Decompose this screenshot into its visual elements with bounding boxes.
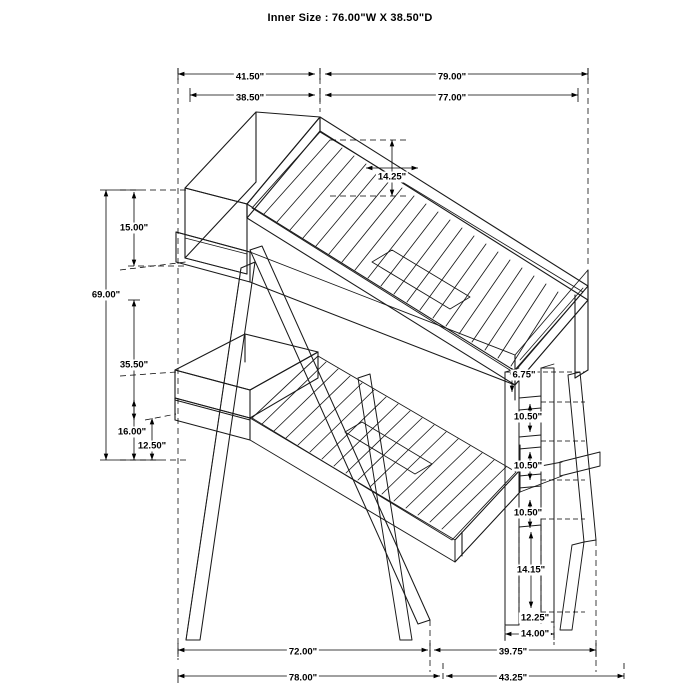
dim-top-outer-right: 79.00"	[437, 71, 467, 83]
dim-top-inner-left: 38.50"	[235, 92, 265, 104]
dim-bottom-overall-left: 78.00"	[288, 672, 318, 684]
dim-bottom-overall-right: 43.25"	[498, 672, 528, 684]
dim-upper-guard-height: 15.00"	[119, 222, 149, 234]
dim-bottom-bed-length: 72.00"	[288, 646, 318, 658]
dim-ladder-inner-width: 12.25"	[520, 612, 550, 624]
dim-ladder-rung-2: 10.50"	[513, 460, 543, 472]
dim-total-height: 69.00"	[91, 289, 121, 301]
dim-ladder-outer-width: 14.00"	[520, 628, 550, 640]
dim-lower-clearance: 35.50"	[119, 359, 149, 371]
dim-lower-guard-height: 16.00"	[117, 426, 147, 438]
dim-ladder-rung-1: 10.50"	[513, 411, 543, 423]
dim-ladder-top-rise: 6.75"	[512, 369, 536, 381]
dim-ladder-rung-3: 10.50"	[513, 507, 543, 519]
page-title: Inner Size : 76.00"W X 38.50"D	[267, 12, 433, 24]
dim-ladder-bottom-rise: 14.15"	[516, 564, 546, 576]
dim-top-outer-left: 41.50"	[235, 71, 265, 83]
dim-lower-deck-height: 12.50"	[137, 440, 167, 452]
dim-upper-rail-height: 14.25"	[377, 171, 407, 183]
dim-top-inner-right: 77.00"	[437, 92, 467, 104]
dim-bottom-right-span: 39.75"	[498, 646, 528, 658]
